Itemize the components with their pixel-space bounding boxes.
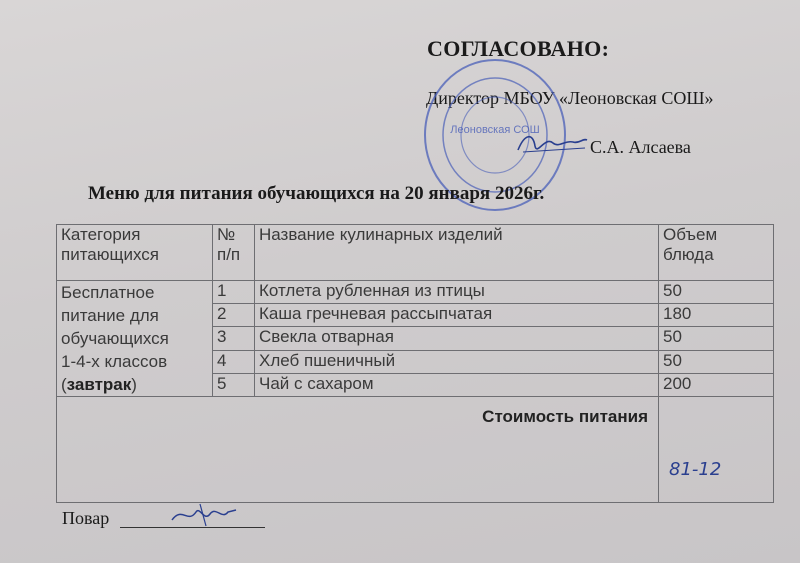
approval-name: С.А. Алсаева xyxy=(590,137,691,157)
cook-signature xyxy=(170,500,240,530)
row-volume: 200 xyxy=(659,373,774,396)
row-dish-name: Хлеб пшеничный xyxy=(255,350,659,373)
row-dish-name: Котлета рубленная из птицы xyxy=(255,281,659,304)
header-number: № п/п xyxy=(213,225,255,281)
category-paren: ( xyxy=(61,375,67,394)
row-number: 5 xyxy=(213,373,255,396)
header-volume: Объем блюда xyxy=(659,225,774,281)
category-cell xyxy=(57,281,213,397)
total-value: 81-12 xyxy=(669,459,722,480)
row-dish-name: Чай с сахаром xyxy=(255,373,659,396)
category-line: 1-4-х классов xyxy=(61,352,168,371)
category-paren: ) xyxy=(131,375,137,394)
total-row xyxy=(57,397,774,503)
row-volume: 50 xyxy=(659,327,774,350)
total-value-cell xyxy=(659,397,774,503)
row-number: 1 xyxy=(213,281,255,304)
menu-title: Меню для питания обучающихся на 20 января 2026г. xyxy=(88,183,545,204)
row-number: 2 xyxy=(213,304,255,327)
header-dish-name: Название кулинарных изделий xyxy=(255,225,659,281)
row-number: 3 xyxy=(213,327,255,350)
row-number: 4 xyxy=(213,350,255,373)
row-dish-name: Свекла отварная xyxy=(255,327,659,350)
header-category: Категория питающихся xyxy=(57,225,213,281)
total-label: Стоимость питания xyxy=(57,397,659,503)
category-line: Бесплатное xyxy=(61,283,155,302)
director-signature xyxy=(515,128,590,158)
row-volume: 180 xyxy=(659,304,774,327)
approval-title: СОГЛАСОВАНО: xyxy=(427,36,610,61)
category-line: питание для xyxy=(61,306,159,325)
approval-role: Директор МБОУ «Леоновская СОШ» xyxy=(426,88,714,108)
menu-table xyxy=(56,224,774,503)
stamp-center-text: Леоновская СОШ xyxy=(450,124,540,136)
row-volume: 50 xyxy=(659,350,774,373)
category-line: обучающихся xyxy=(61,329,169,348)
row-dish-name: Каша гречневая рассыпчатая xyxy=(255,304,659,327)
category-meal: завтрак xyxy=(66,375,132,394)
cook-label: Повар xyxy=(62,508,110,528)
table-header-row xyxy=(57,225,774,281)
table-row xyxy=(57,281,774,304)
row-volume: 50 xyxy=(659,281,774,304)
